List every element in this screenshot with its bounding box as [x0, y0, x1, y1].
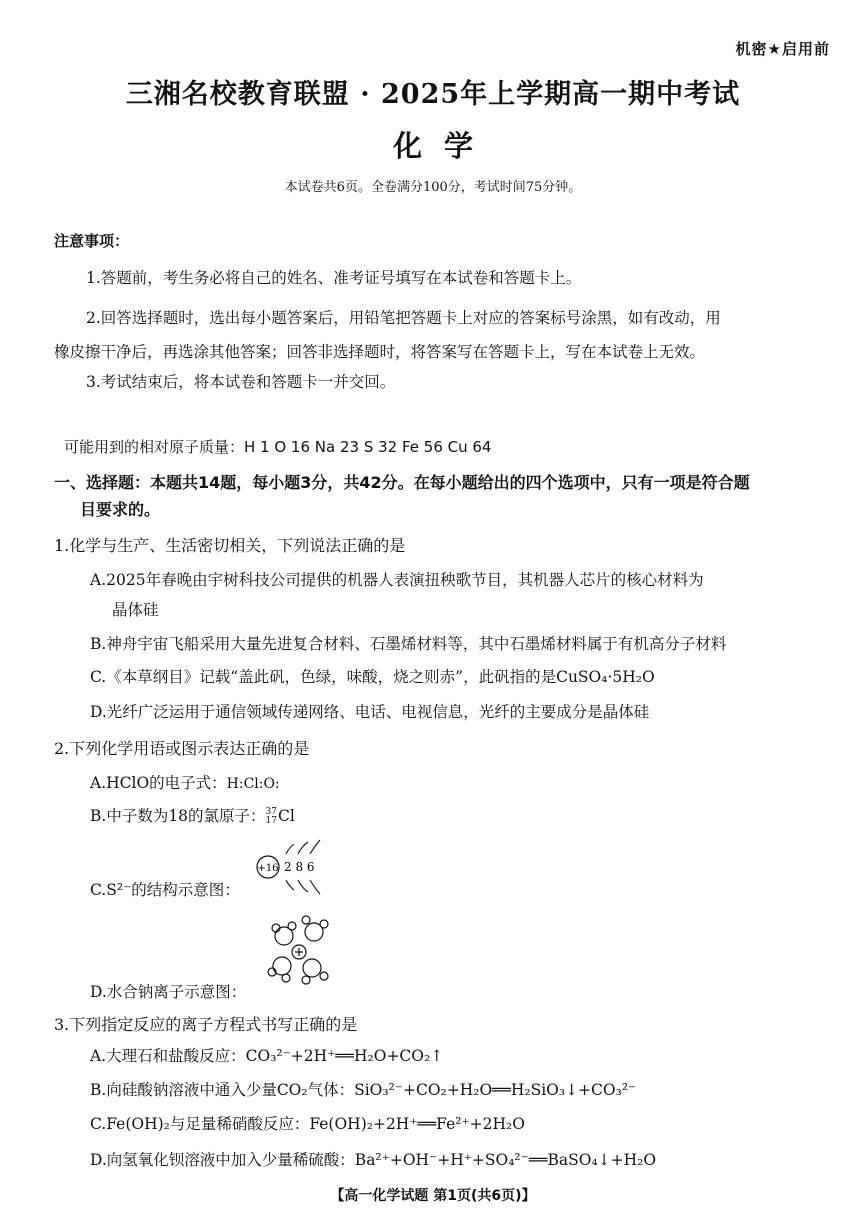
exam-intro: 本试卷共6页。全卷满分100分，考试时间75分钟。	[284, 180, 582, 195]
isotope-mass-number: 37	[265, 807, 277, 817]
hydrated-sodium-ion-diagram	[262, 906, 344, 992]
isotope-atomic-number: 17	[265, 816, 277, 826]
q2-option-b-label: B.中子数为18的氯原子：	[90, 807, 266, 825]
q1-option-b: B.神舟宇宙飞船采用大量先进复合材料、石墨烯材料等，其中石墨烯材料属于有机高分子材料	[90, 635, 727, 653]
confidential-mark: 机密★启用前	[735, 40, 830, 58]
q2-stem: 2.下列化学用语或图示表达正确的是	[54, 739, 310, 758]
notice-title: 注意事项：	[54, 232, 130, 250]
sulfur-ion-structure-diagram	[250, 838, 330, 898]
section-heading-cont: 目要求的。	[80, 500, 161, 519]
q2-option-d: D.水合钠离子示意图：	[90, 983, 247, 1001]
page-footer: 【高一化学试题 第1页(共6页)】	[330, 1188, 536, 1204]
atomic-mass-line: 可能用到的相对原子质量：H 1 O 16 Na 23 S 32 Fe 56 Cu 64	[64, 438, 492, 456]
hclo-electron-formula: H:Cl:O:	[226, 776, 280, 792]
q3-option-b: B.向硅酸钠溶液中通入少量CO₂气体：SiO₃²⁻+CO₂+H₂O══H₂SiO₃↓+CO₃²⁻	[90, 1081, 637, 1099]
q1-option-a-cont: 晶体硅	[112, 601, 159, 619]
q3-option-d: D.向氢氧化钡溶液中加入少量稀硫酸：Ba²⁺+OH⁻+H⁺+SO₄²⁻══BaSO₄↓+H₂O	[90, 1151, 657, 1169]
nucleus-charge: +16	[257, 863, 279, 874]
shell-electrons: 2 8 6	[284, 860, 315, 874]
q3-option-c: C.Fe(OH)₂与足量稀硝酸反应：Fe(OH)₂+2H⁺══Fe²⁺+2H₂O	[90, 1115, 525, 1133]
q1-option-c: C.《本草纲目》记载“盖此矾，色绿，味酸，烧之则赤”，此矾指的是CuSO₄·5H₂O	[90, 668, 655, 686]
q3-option-a: A.大理石和盐酸反应：CO₃²⁻+2H⁺══H₂O+CO₂↑	[90, 1047, 444, 1065]
exam-title: 三湘名校教育联盟 · 2025年上学期高一期中考试	[125, 79, 741, 110]
q1-option-a: A.2025年春晚由宇树科技公司提供的机器人表演扭秧歌节目，其机器人芯片的核心材料为	[90, 571, 704, 589]
q2-option-a-label: A.HClO的电子式：	[90, 774, 227, 792]
notice-item-1: 1.答题前，考生务必将自己的姓名、准考证号填写在本试卷和答题卡上。	[86, 269, 582, 287]
q3-stem: 3.下列指定反应的离子方程式书写正确的是	[54, 1015, 358, 1034]
notice-item-3: 3.考试结束后，将本试卷和答题卡一并交回。	[86, 373, 396, 391]
q1-stem: 1.化学与生产、生活密切相关，下列说法正确的是	[54, 536, 406, 555]
q2-option-c: C.S²⁻的结构示意图：	[90, 881, 240, 899]
notice-item-2-cont: 橡皮擦干净后，再选涂其他答案；回答非选择题时，将答案写在答题卡上，写在本试卷上无效。	[54, 343, 706, 361]
section-heading: 一、选择题：本题共14题，每小题3分，共42分。在每小题给出的四个选项中，只有一项是符合题	[54, 473, 750, 492]
subject-title: 化学	[392, 129, 495, 163]
q1-option-d: D.光纤广泛运用于通信领域传递网络、电话、电视信息，光纤的主要成分是晶体硅	[90, 703, 650, 721]
q2-option-b	[90, 804, 295, 826]
isotope-symbol: Cl	[278, 807, 295, 825]
q2-option-a	[90, 771, 280, 793]
notice-item-2: 2.回答选择题时，选出每小题答案后，用铅笔把答题卡上对应的答案标号涂黑，如有改动，用	[86, 309, 721, 327]
